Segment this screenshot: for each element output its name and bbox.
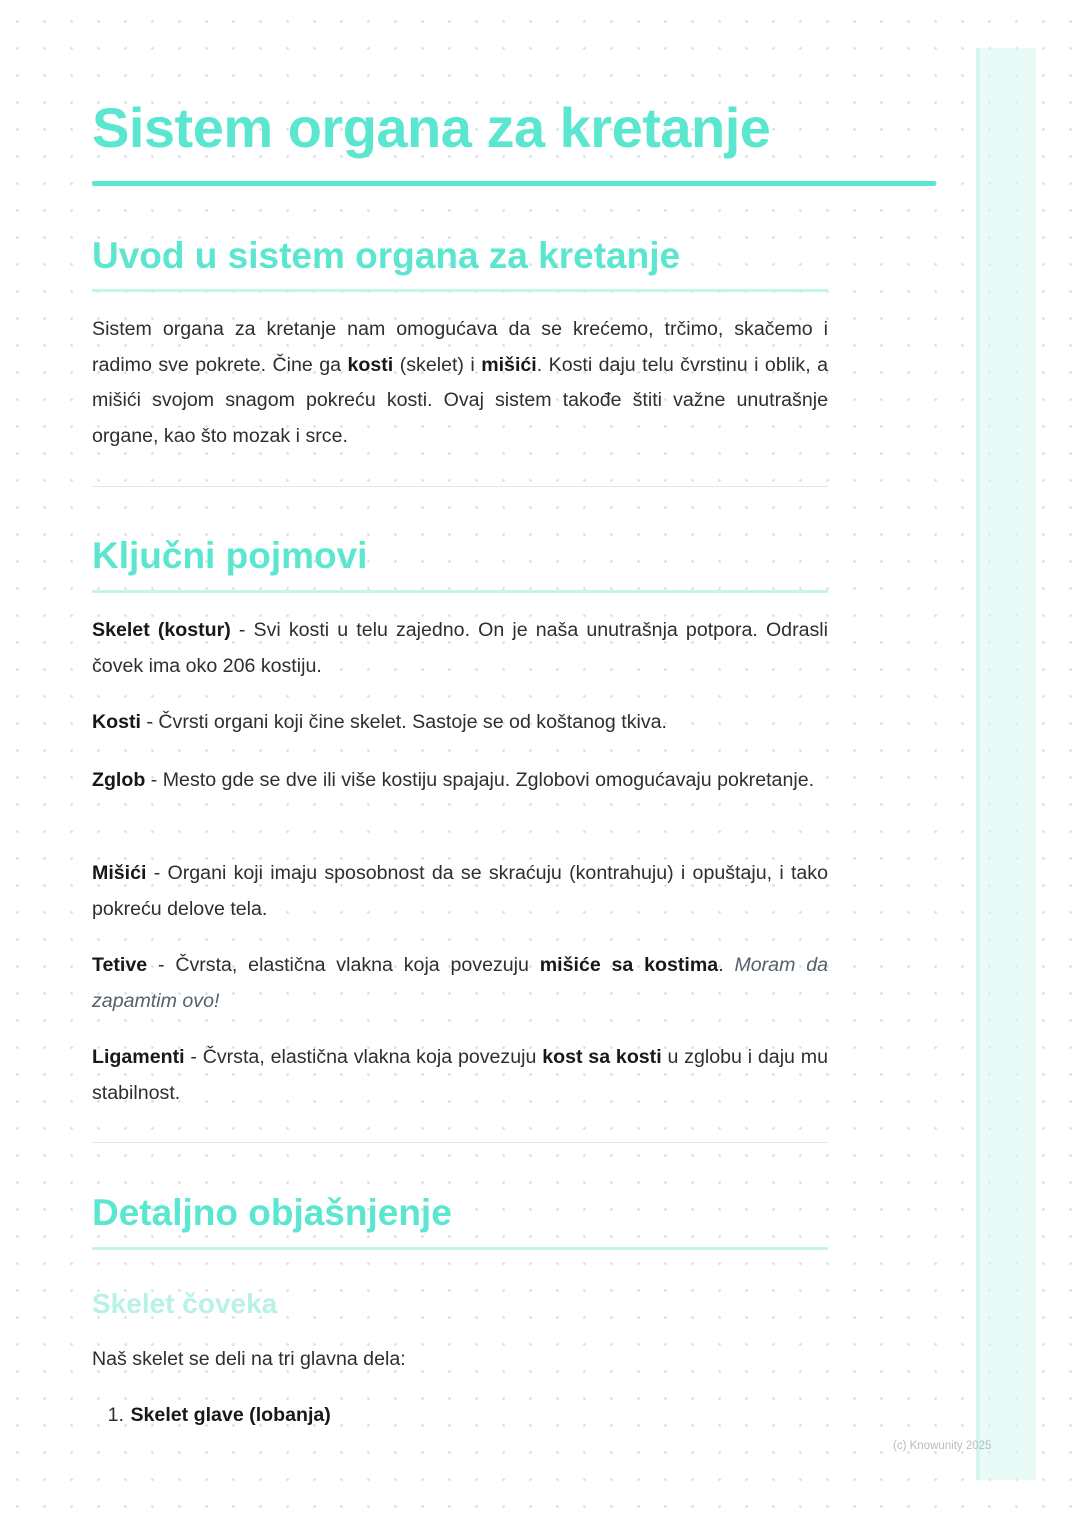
- section-heading-key-terms: Ključni pojmovi: [92, 535, 368, 576]
- personal-note: Moram da zapamtim ovo!: [92, 954, 828, 1012]
- term-definition: - Mesto gde se dve ili više kostiju spajaju. Zglobovi omogućavaju pokretanje.: [145, 769, 815, 791]
- term-zglob: [92, 763, 828, 799]
- term-emphasis: kost sa kosti: [542, 1046, 662, 1068]
- term-label: Zglob: [92, 769, 146, 791]
- term-misici: [92, 856, 828, 927]
- term-definition-end: .: [718, 954, 735, 976]
- term-definition: - Organi koji imaju sposobnost da se skraćuju (kontrahuju) i opuštaju, i tako pokreću delove tela.: [92, 862, 828, 920]
- term-label: Tetive: [92, 954, 148, 976]
- term-tetive: [92, 948, 828, 1019]
- term-kosti: [92, 705, 828, 741]
- section-heading-details: Detaljno objašnjenje: [92, 1192, 452, 1233]
- term-definition: - Čvrsti organi koji čine skelet. Sastoje se od koštanog tkiva.: [140, 711, 667, 733]
- subsection-heading-skelet: Skelet čoveka: [92, 1288, 278, 1319]
- list-item: [92, 1398, 331, 1433]
- term-ligamenti: [92, 1040, 828, 1111]
- term-label: Ligamenti: [92, 1046, 185, 1068]
- section-rule-key-terms: [92, 590, 828, 593]
- intro-bold-misici: mišići: [481, 353, 537, 376]
- term-label: Mišići: [92, 862, 147, 884]
- section-rule-intro: [92, 289, 828, 292]
- section-divider: [92, 1142, 828, 1143]
- term-definition: - Čvrsta, elastična vlakna koja povezuju: [184, 1046, 543, 1068]
- term-skelet: [92, 613, 828, 684]
- intro-paragraph: [92, 312, 828, 454]
- section-rule-details: [92, 1247, 828, 1250]
- term-label: Kosti: [92, 711, 141, 733]
- intro-bold-kosti: kosti: [347, 353, 394, 376]
- intro-text-3: . Kosti daju telu čvrstinu i oblik, a mišići svojom snagom pokreću kosti. Ovaj sistem takođe štiti važne unutrašnje organe, kao što mozak i srce.: [92, 353, 829, 447]
- document-title: Sistem organa za kretanje: [92, 96, 771, 159]
- term-definition-end: u zglobu i daju mu stabilnost.: [92, 1046, 828, 1104]
- list-label: Skelet glave (lobanja): [130, 1404, 331, 1426]
- title-underline: [92, 181, 936, 186]
- term-label: Skelet (kostur): [92, 619, 231, 641]
- section-divider: [92, 486, 828, 487]
- section-heading-intro: Uvod u sistem organa za kretanje: [92, 235, 681, 276]
- term-emphasis: mišiće sa kostima: [539, 954, 719, 976]
- page-margin-strip: [976, 48, 1036, 1480]
- copyright-footer: (c) Knowunity 2025: [893, 1440, 992, 1452]
- term-definition: - Čvrsta, elastična vlakna koja povezuju: [147, 954, 540, 976]
- intro-text-2: (skelet) i: [393, 353, 482, 376]
- list-number: 1.: [107, 1404, 124, 1426]
- details-intro: Naš skelet se deli na tri glavna dela:: [92, 1348, 406, 1370]
- term-definition: - Svi kosti u telu zajedno. On je naša unutrašnja potpora. Odrasli čovek ima oko 206 kostiju.: [92, 619, 829, 677]
- intro-text-1: Sistem organa za kretanje nam omogućava da se krećemo, trčimo, skačemo i radimo sve pokrete. Čine ga: [92, 318, 828, 376]
